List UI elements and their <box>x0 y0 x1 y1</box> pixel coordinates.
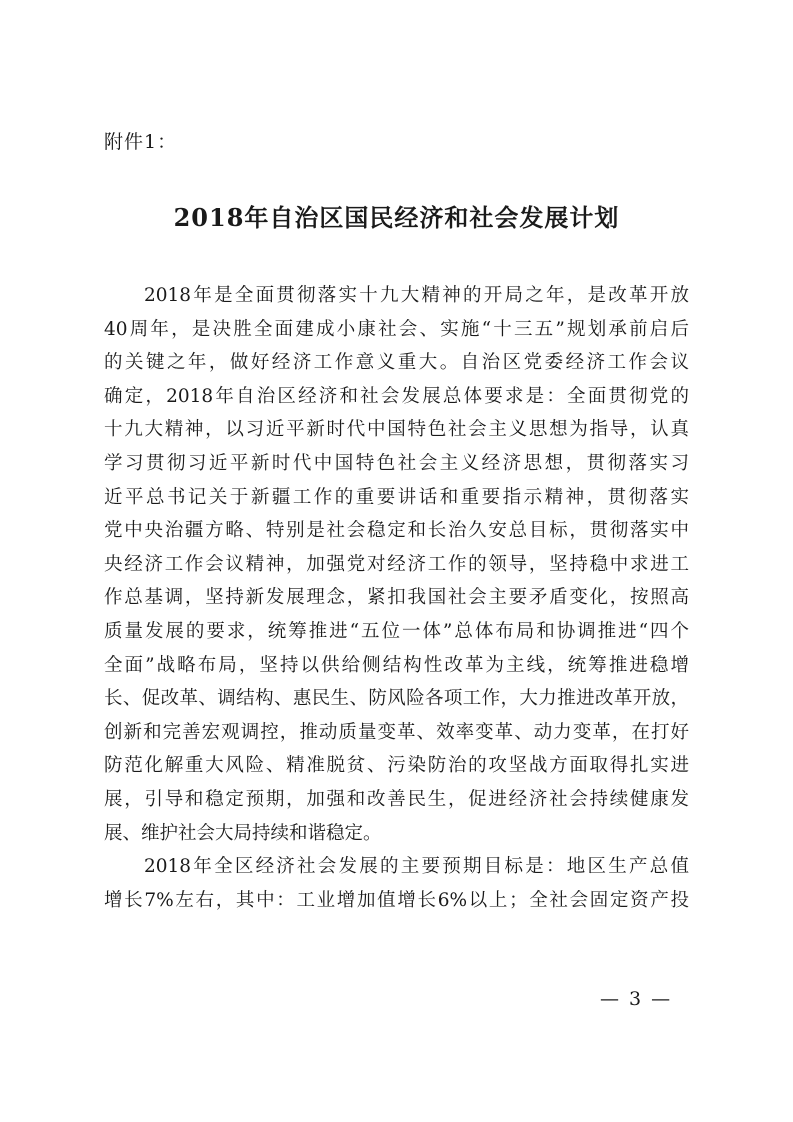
text-line: 防范化解重大风险、精准脱贫、污染防治的攻坚战方面取得扎实进 <box>104 755 689 777</box>
text-line: 确定，2018年自治区经济和社会发展总体要求是：全面贯彻党的 <box>104 385 689 407</box>
text-line: 全面”战略布局，坚持以供给侧结构性改革为主线，统筹推进稳增 <box>104 654 689 676</box>
document-body <box>104 279 689 917</box>
text-line: 展、维护社会大局持续和谐稳定。 <box>104 822 382 844</box>
text-line: 作总基调，坚持新发展理念，紧扣我国社会主要矛盾变化，按照高 <box>104 587 689 609</box>
page-number: — 3 — <box>600 988 673 1010</box>
text-line: 学习贯彻习近平新时代中国特色社会主义经济思想，贯彻落实习 <box>104 452 689 474</box>
attachment-label: 附件1： <box>104 131 178 153</box>
paragraph-2 <box>104 850 689 917</box>
paragraph-1 <box>104 279 689 850</box>
text-line: 40周年，是决胜全面建成小康社会、实施“十三五”规划承前启后 <box>104 318 689 340</box>
text-line: 创新和完善宏观调控，推动质量变革、效率变革、动力变革，在打好 <box>104 721 689 743</box>
text-line: 展，引导和稳定预期，加强和改善民生，促进经济社会持续健康发 <box>104 788 689 810</box>
text-line: 长、促改革、调结构、惠民生、防风险各项工作，大力推进改革开放， <box>104 688 689 710</box>
document-title: 2018年自治区国民经济和社会发展计划 <box>173 203 620 232</box>
text-line: 党中央治疆方略、特别是社会稳定和长治久安总目标，贯彻落实中 <box>104 520 689 542</box>
text-line: 十九大精神，以习近平新时代中国特色社会主义思想为指导，认真 <box>104 419 689 441</box>
text-line: 增长7%左右，其中：工业增加值增长6%以上；全社会固定资产投 <box>104 889 689 911</box>
text-line: 质量发展的要求，统筹推进“五位一体”总体布局和协调推进“四个 <box>104 620 689 642</box>
text-line: 2018年全区经济社会发展的主要预期目标是：地区生产总值 <box>144 856 689 878</box>
text-line: 央经济工作会议精神，加强党对经济工作的领导，坚持稳中求进工 <box>104 553 689 575</box>
text-line: 2018年是全面贯彻落实十九大精神的开局之年，是改革开放 <box>144 285 689 306</box>
text-line: 近平总书记关于新疆工作的重要讲话和重要指示精神，贯彻落实 <box>104 486 689 508</box>
text-line: 的关键之年，做好经济工作意义重大。自治区党委经济工作会议 <box>104 352 689 374</box>
